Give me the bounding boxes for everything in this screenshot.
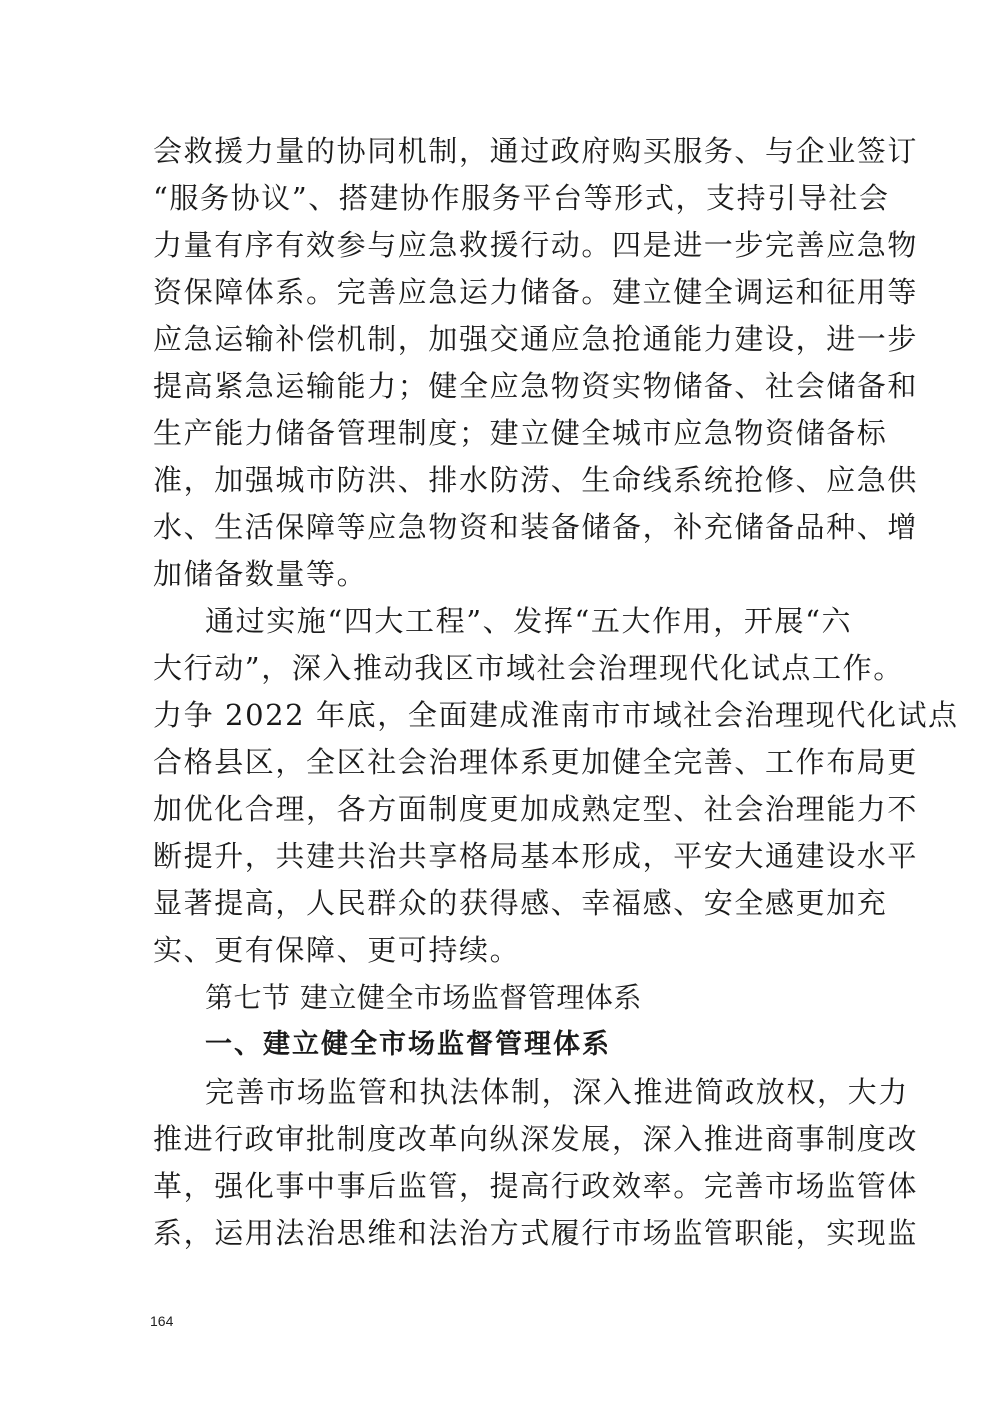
text-line: 系，运用法治思维和法治方式履行市场监管职能，实现监	[153, 1216, 919, 1250]
text-line: 完善市场监管和执法体制，深入推进简政放权，大力	[205, 1075, 909, 1109]
text-line: 实、更有保障、更可持续。	[153, 933, 521, 967]
text-line: 生产能力储备管理制度；建立健全城市应急物资储备标	[153, 416, 888, 450]
text-line: 水、生活保障等应急物资和装备储备，补充储备品种、增	[153, 510, 919, 544]
text-line: 通过实施“四大工程”、发挥“五大作用，开展“六	[205, 604, 853, 638]
text-line: 推进行政审批制度改革向纵深发展，深入推进商事制度改	[153, 1122, 919, 1156]
text-line: 力争 2022 年底，全面建成淮南市市域社会治理现代化试点	[153, 698, 959, 732]
text-line: 显著提高，人民群众的获得感、幸福感、安全感更加充	[153, 886, 888, 920]
text-line: 提高紧急运输能力；健全应急物资实物储备、社会储备和	[153, 369, 919, 403]
subsection-heading: 一、建立健全市场监督管理体系	[205, 1029, 611, 1060]
text-line: 应急运输补偿机制，加强交通应急抢通能力建设，进一步	[153, 322, 919, 356]
text-line: 加优化合理，各方面制度更加成熟定型、社会治理能力不	[153, 792, 919, 826]
text-line: 资保障体系。完善应急运力储备。建立健全调运和征用等	[153, 275, 919, 309]
text-line: 合格县区，全区社会治理体系更加健全完善、工作布局更	[153, 745, 919, 779]
text-line: 大行动”，深入推动我区市域社会治理现代化试点工作。	[153, 651, 904, 685]
text-line: “服务协议”、搭建协作服务平台等形式，支持引导社会	[153, 181, 890, 215]
text-line: 力量有序有效参与应急救援行动。四是进一步完善应急物	[153, 228, 919, 262]
text-line: 准，加强城市防洪、排水防涝、生命线系统抢修、应急供	[153, 463, 919, 497]
text-line: 加储备数量等。	[153, 557, 368, 591]
text-line: 会救援力量的协同机制，通过政府购买服务、与企业签订	[153, 134, 919, 168]
page-number: 164	[150, 1313, 174, 1329]
text-line: 革，强化事中事后监管，提高行政效率。完善市场监管体	[153, 1169, 919, 1203]
text-line: 断提升，共建共治共享格局基本形成，平安大通建设水平	[153, 839, 919, 873]
section-heading: 第七节 建立健全市场监督管理体系	[205, 981, 642, 1014]
